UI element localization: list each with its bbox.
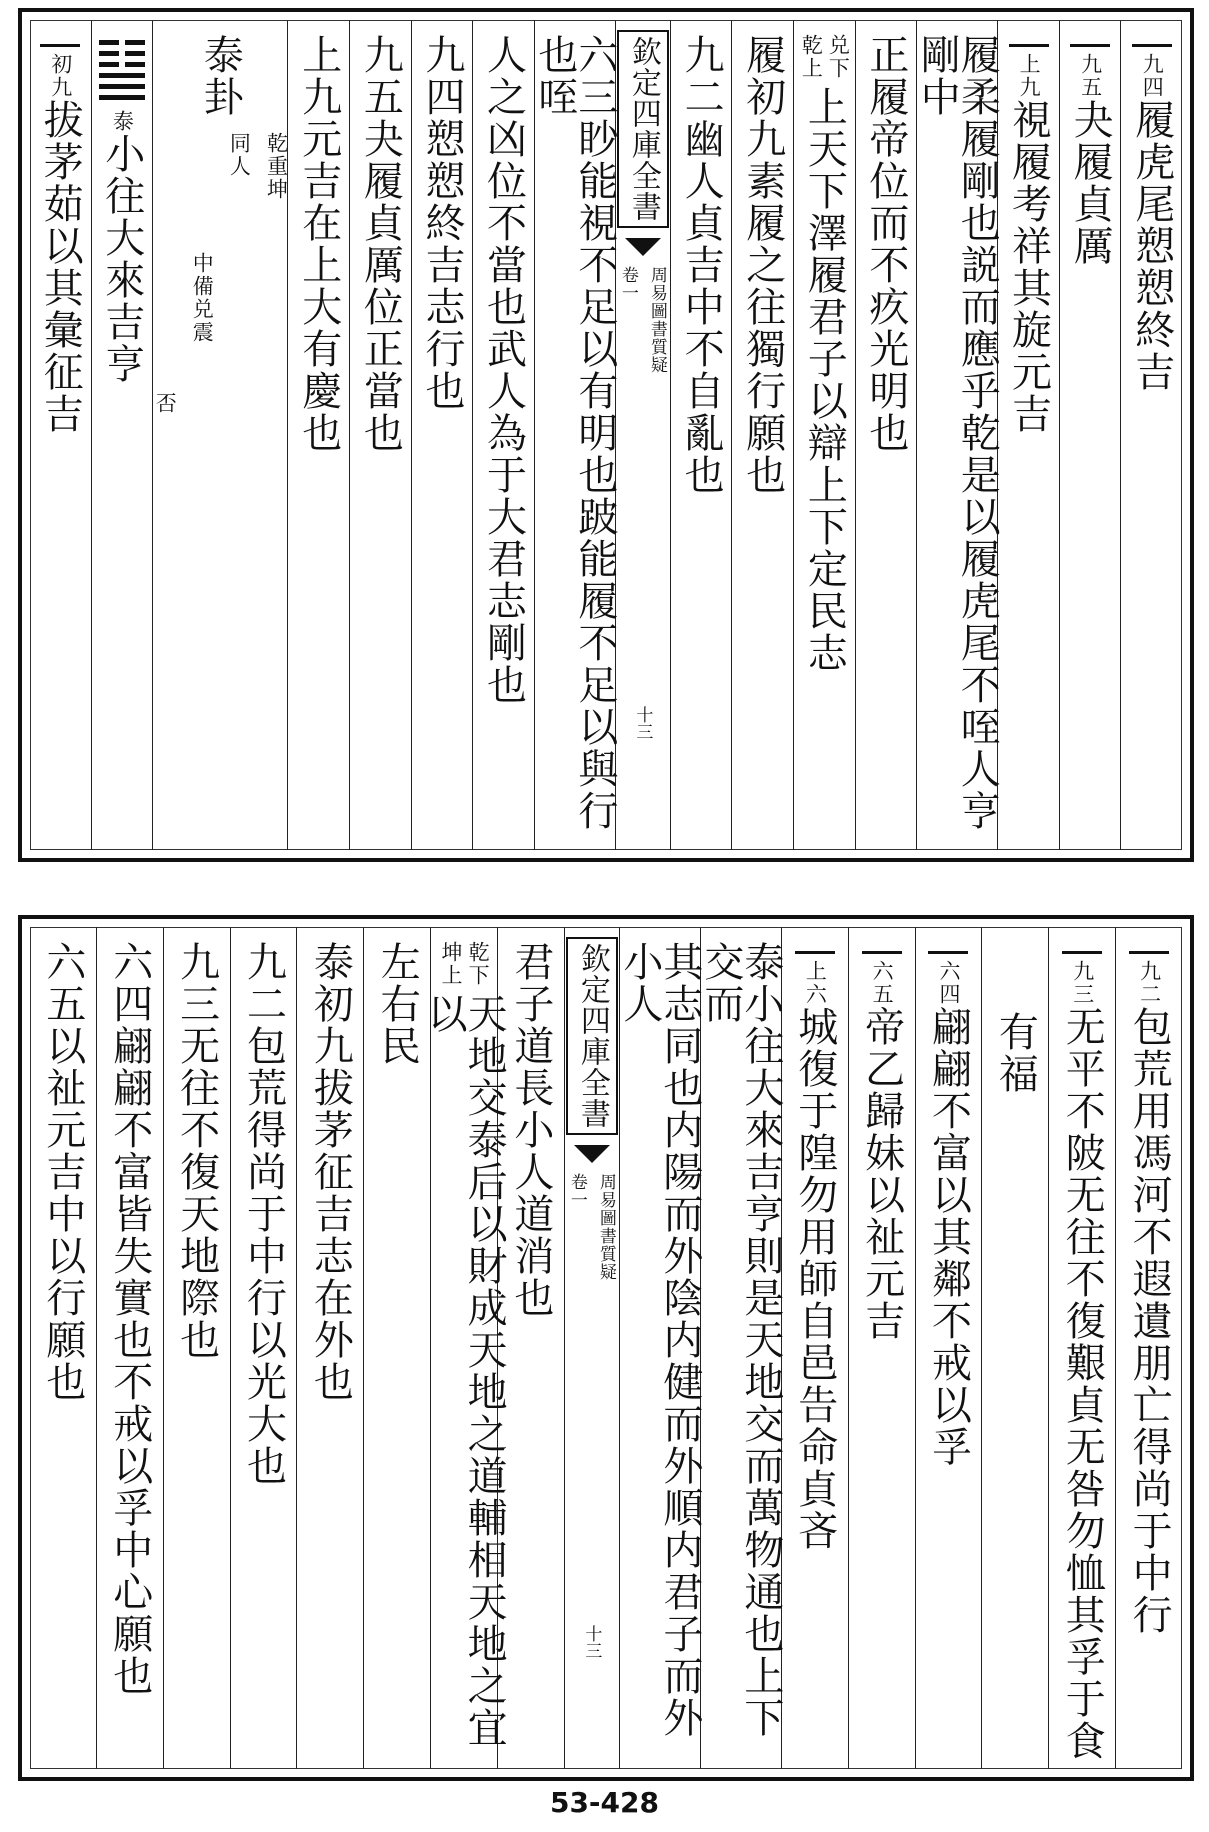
column-text: 九二幽人貞吉中不自亂也 [678,34,725,496]
page-header-column [615,20,670,850]
line-marker [928,951,968,954]
line-label: 九二 [1137,960,1162,1006]
column [848,927,915,1769]
column [855,20,917,850]
line-label: 初九 [48,53,73,99]
column [91,20,153,850]
line-label: 六四 [937,960,962,1006]
column [411,20,473,850]
fishtail-mark [574,1145,610,1163]
column-text: 其志同也内陽而外陰内健而外順内君子而外小人 [616,941,703,1739]
header-meta [616,266,670,374]
line-label: 九四 [1140,53,1165,99]
hexagram-title: 泰卦 [197,34,244,118]
column-text: 包荒用馮河不遐遺朋亡得尚于中行 [1126,1006,1173,1636]
book-name: 周易圖書質疑 [646,266,667,374]
column [731,20,793,850]
note: 乾重坤 [264,132,289,201]
folio-number: 十三 [632,706,653,740]
column-text: 上九元吉在上大有慶也 [295,34,342,454]
column [287,20,349,850]
trigram-labels [439,941,489,987]
column-text: 上天下澤履君子以辯上下定民志 [801,86,848,674]
column-text: 有福 [992,1011,1039,1095]
column-text: 城復于隍勿用師自邑告命貞吝 [791,1006,838,1552]
column [1048,927,1115,1769]
trigram-labels [799,34,849,80]
line-label: 九三 [1070,960,1095,1006]
column [96,927,163,1769]
header-meta [565,1173,619,1281]
top-page-panel [18,8,1194,862]
book-series-title: 欽定四庫全書 [566,937,618,1135]
column-text: 視履考祥其旋元吉 [1005,99,1052,435]
column-text: 左右民 [374,941,421,1067]
trigram-upper-label: 坤上 [439,941,464,987]
line-marker [1062,951,1102,954]
tai-hexagram-icon [99,40,145,100]
column [497,927,564,1769]
column-text: 六四翩翩不富皆失實也不戒以孚中心願也 [106,941,153,1697]
column-text: 泰小往大來吉亨則是天地交而萬物通也上下交而 [697,941,784,1739]
column-text: 履初九素履之往獨行願也 [739,34,786,496]
page-header-column [564,927,619,1769]
column-text: 履虎尾愬愬終吉 [1128,99,1175,393]
column [981,927,1048,1769]
column [914,20,1001,850]
note: 同人 [227,132,252,178]
column-text: 九三无往不復天地際也 [173,941,220,1361]
top-columns [30,20,1182,850]
column [349,20,411,850]
trigram-upper-label: 乾上 [799,34,824,80]
line-label: 上六 [803,960,828,1006]
column [1120,20,1182,850]
column-text: 六三眇能視不足以有明也跛能履不足以與行也咥 [531,34,618,832]
column [793,20,855,850]
column-text: 泰初九拔茅征吉志在外也 [307,941,354,1403]
column [997,20,1059,850]
line-marker [40,44,80,47]
volume-label: 卷一 [617,266,638,302]
column [781,927,848,1769]
column [30,20,91,850]
column [163,927,230,1769]
column-text: 人之凶位不當也武人為于大君志剛也 [480,34,527,706]
line-marker [1129,951,1169,954]
column-text: 君子道長小人道消也 [507,941,554,1319]
column-text: 帝乙歸妹以祉元吉 [858,1006,905,1342]
line-label: 上九 [1017,53,1042,99]
column [616,927,703,1769]
fishtail-mark [625,238,661,256]
column [915,927,982,1769]
line-marker [1070,44,1110,47]
column [421,927,508,1769]
bottom-columns [30,927,1182,1769]
line-label: 六五 [870,960,895,1006]
line-label: 九五 [1078,53,1103,99]
column-text: 小往大來吉亨 [98,133,145,385]
column-text: 九五夬履貞厲位正當也 [357,34,404,454]
line-marker [1009,44,1049,47]
column [230,927,297,1769]
column-text: 履柔履剛也説而應乎乾是以履虎尾不咥人亨剛中 [914,34,1001,832]
column [1115,927,1182,1769]
column [152,20,287,850]
column-text: 无平不陂无往不復艱貞无咎勿恤其孚于食 [1059,1006,1106,1762]
bottom-page-panel [18,915,1194,1781]
column-text: 九四愬愬終吉志行也 [418,34,465,412]
column [296,927,363,1769]
column-text: 翩翩不富以其鄰不戒以孚 [925,1006,972,1468]
volume-label: 卷一 [566,1173,587,1209]
column [670,20,732,850]
note: 中備兑震 [190,252,215,344]
trigram-lower-label: 兑下 [826,34,851,80]
column-text: 拔茅茹以其彙征吉 [37,99,84,435]
line-marker [1132,44,1172,47]
column [30,927,96,1769]
folio-number: 十三 [581,1625,602,1659]
book-name: 周易圖書質疑 [595,1173,616,1281]
column [472,20,534,850]
column-text: 天地交泰后以財成天地之道輔相天地之宜以 [421,993,508,1749]
line-marker [795,951,835,954]
line-marker [862,951,902,954]
column-text: 六五以祉元吉中以行願也 [39,941,86,1403]
book-series-title: 欽定四庫全書 [617,30,669,228]
page-footer-number: 53-428 [549,1786,660,1819]
note: 否 [153,392,178,415]
trigram-lower-label: 乾下 [466,941,491,987]
column-text: 正履帝位而不疚光明也 [862,34,909,454]
hexagram-label: 泰 [110,110,135,133]
column-text: 夬履貞厲 [1067,99,1114,267]
hexagram-notes [153,132,287,415]
column-text: 九二包荒得尚于中行以光大也 [240,941,287,1487]
column [697,927,784,1769]
column [363,927,430,1769]
column [1059,20,1121,850]
column [531,20,618,850]
